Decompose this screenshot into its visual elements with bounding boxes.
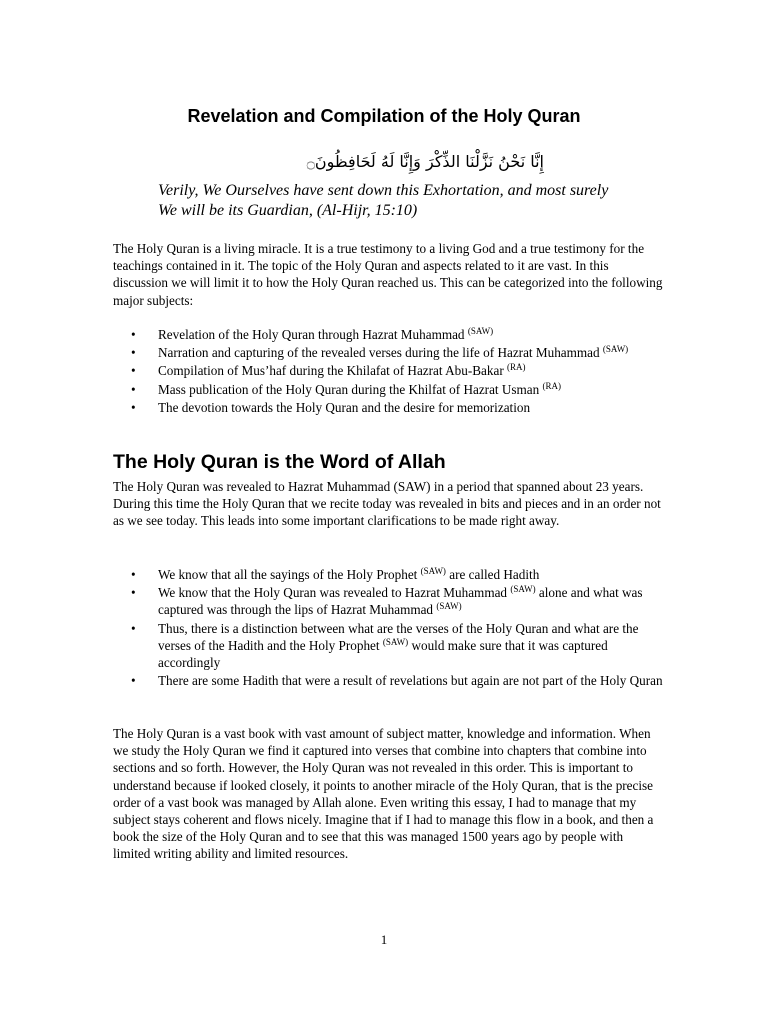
bullet: • — [131, 327, 136, 342]
clarification-text: Thus, there is a distinction between what are the verses of the Holy Quran and what are the verses of the Hadith and the Holy Prophet — [158, 620, 639, 653]
subject-text: Narration and capturing of the revealed verses during the life of Hazrat Muhammad — [158, 345, 603, 361]
bullet: • — [131, 620, 136, 636]
bullet: • — [131, 673, 136, 689]
clarification-text: We know that all the sayings of the Holy Prophet — [158, 567, 421, 582]
subject-item — [113, 399, 663, 416]
clarification-text: We know that the Holy Quran was revealed to Hazrat Muhammad — [158, 585, 511, 601]
section-paragraph: The Holy Quran was revealed to Hazrat Muhammad (SAW) in a period that spanned about 23 years. During this time the Holy Quran that we recite today was revealed in bits and pieces and in an order not as we see today. This leads into some important clarifications to be made right away. — [113, 479, 661, 529]
page-number: 1 — [380, 932, 388, 947]
bullet: • — [131, 345, 136, 361]
honorific: (RA) — [507, 362, 526, 373]
intro-paragraph: The Holy Quran is a living miracle. It is a true testimony to a living God and a true testimony for the teachings contained in it. The topic of the Holy Quran and aspects related to it are vast. In this discussion we will limit it to how the Holy Quran reached us. This can be categorized into the following major subjects: — [113, 241, 663, 308]
clarification-text: There are some Hadith that were a result of revelations but again are not part of the Holy Quran — [158, 673, 663, 689]
bullet: • — [131, 399, 136, 415]
arabic-verse-text: إِنَّا نَحْنُ نَزَّلْنَا الذِّكْرَ وَإِنَّا لَهُ لَحَافِظُونَ — [314, 152, 544, 171]
clarification-item — [113, 672, 663, 689]
subject-text: Compilation of Mus’haf during the Khilafat of Hazrat Abu-Bakar — [158, 363, 508, 379]
bullet: • — [131, 567, 136, 582]
bullet: • — [131, 381, 136, 397]
subject-text: Mass publication of the Holy Quran during the Khilfat of Hazrat Usman — [158, 381, 543, 397]
honorific: (RA) — [542, 380, 562, 391]
subject-item — [113, 381, 663, 398]
clarification-item — [113, 566, 663, 583]
clarification-text: would make sure that it was captured accordingly — [158, 637, 608, 671]
honorific: (SAW) — [602, 344, 629, 355]
clarification-item — [113, 620, 663, 672]
bullet: • — [131, 585, 136, 601]
honorific: (SAW) — [382, 636, 409, 647]
arabic-verse — [230, 148, 544, 177]
subject-text: Revelation of the Holy Quran through Hazrat Muhammad — [158, 327, 468, 342]
clarifications-list — [113, 566, 663, 690]
document-title: Revelation and Compilation of the Holy Quran — [187, 106, 581, 126]
verse-end-mark: ۝ — [306, 155, 315, 171]
honorific: (SAW) — [467, 326, 494, 336]
verse-translation: Verily, We Ourselves have sent down this Exhortation, and most surely We will be its Guardian, (Al-Hijr, 15:10) — [158, 182, 609, 219]
clarification-item — [113, 584, 663, 618]
bullet: • — [131, 363, 136, 379]
subject-text: The devotion towards the Holy Quran and the desire for memorization — [158, 399, 531, 415]
honorific: (SAW) — [420, 566, 446, 576]
subject-item — [113, 344, 663, 361]
subject-item — [113, 362, 663, 379]
subjects-list — [113, 326, 663, 417]
clarification-text: alone and what was captured was through the lips of Hazrat Muhammad — [158, 585, 643, 618]
clarification-text: are called Hadith — [445, 567, 540, 582]
honorific: (SAW) — [436, 601, 462, 612]
subject-item — [113, 326, 663, 343]
section-heading: The Holy Quran is the Word of Allah — [113, 451, 446, 473]
closing-paragraph: The Holy Quran is a vast book with vast amount of subject matter, knowledge and information. When we study the Holy Quran we find it captured into verses that combine into chapters that combine into sections and so forth. However, the Holy Quran was not revealed in this order. This is important to understand because if looked closely, it points to another miracle of the Holy Quran, that is the precise order of a vast book was managed by Allah alone. Even writing this essay, I had to manage that my subject stays coherent and flows nicely. Imagine that if I had to manage this flow in a book, and then a book the size of the Holy Quran and to see that this was managed 1500 years ago by people with limited writing ability and limited resources. — [113, 726, 654, 862]
honorific: (SAW) — [510, 584, 536, 595]
